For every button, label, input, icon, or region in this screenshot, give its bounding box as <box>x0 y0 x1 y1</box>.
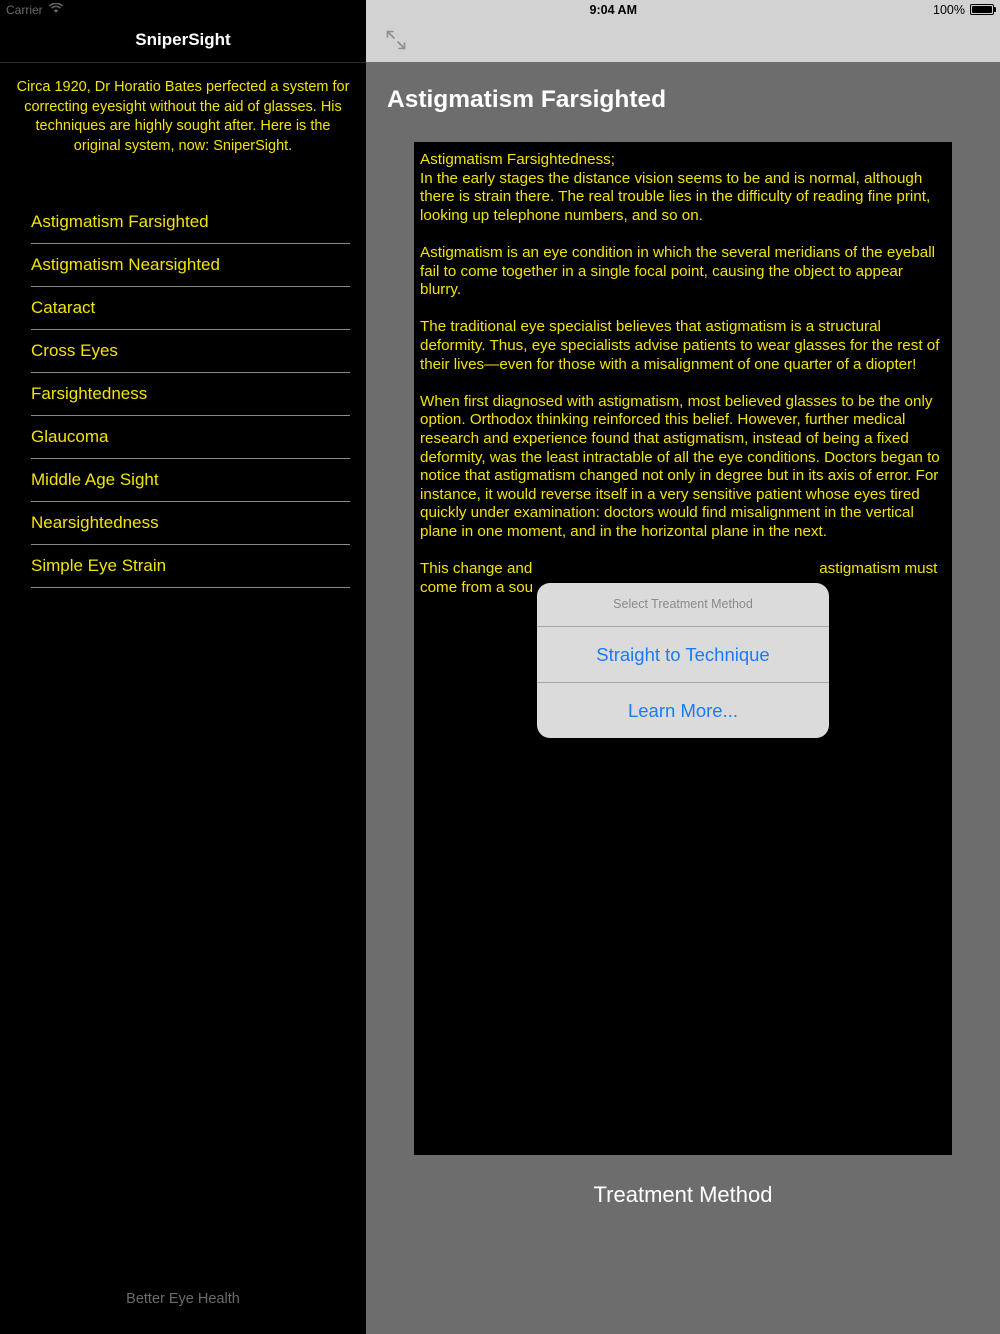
paragraph: Astigmatism Farsightedness; In the early stages the distance vision seems to be and is normal, although there is strain there. The real trouble lies in the difficulty of reading fine print, looking up telephone numbers, and so on. <box>420 151 931 224</box>
condition-list <box>31 201 350 588</box>
carrier-label: Carrier <box>6 3 43 17</box>
sidebar-item-astigmatism-nearsighted[interactable]: Astigmatism Nearsighted <box>31 244 350 287</box>
learn-more-button[interactable]: Learn More... <box>627 700 739 721</box>
battery-percent: 100% <box>933 3 965 17</box>
condition-description <box>420 151 948 616</box>
status-time: 9:04 AM <box>589 3 637 17</box>
treatment-method-label: Treatment Method <box>593 1182 773 1207</box>
sidebar-footer: Better Eye Health <box>126 1291 240 1307</box>
sidebar-item-middle-age-sight[interactable]: Middle Age Sight <box>31 459 350 502</box>
battery-icon <box>970 4 994 15</box>
paragraph: Astigmatism is an eye condition in which the several meridians of the eyeball fail to come together in a single focal point, causing the object to appear blurry. <box>420 243 935 299</box>
header-divider <box>0 62 366 63</box>
paragraph: The traditional eye specialist believes that astigmatism is a structural deformity. Thus, eye specialists advise patients to wear glasses for the rest of their lives—even for those with a misalignment of one quarter of a diopter! <box>420 318 940 373</box>
intro-text: Circa 1920, Dr Horatio Bates perfected a system for correcting eyesight without the aid of glasses. His techniques are highly sought after. Here is the original system, now: SniperSight. <box>16 79 350 154</box>
expand-icon[interactable] <box>385 29 407 51</box>
sidebar <box>0 0 366 1334</box>
treatment-alert <box>537 583 829 738</box>
detail-navigation-bar <box>366 0 1000 62</box>
status-bar-left <box>0 0 366 20</box>
paragraph: When first diagnosed with astigmatism, most believed glasses to be the only option. Orthodox thinking reinforced this belief. However, further medical research and experience found that astigmatism, instead of being a fixed deformity, was the least intractable of all the eye conditions. Doctors began to notice that astigmatism changed not only in degree but in its axis of error. For instance, it would reverse itself in a very sensitive patient whose eyes tired quickly under examination: doctors would find misalignment in the vertical plane in one moment, and in the horizontal plane in the next. <box>420 392 940 540</box>
wifi-icon <box>49 3 63 14</box>
sidebar-item-glaucoma[interactable]: Glaucoma <box>31 416 350 459</box>
sidebar-item-cross-eyes[interactable]: Cross Eyes <box>31 330 350 373</box>
sidebar-item-astigmatism-farsighted[interactable]: Astigmatism Farsighted <box>31 201 350 244</box>
sidebar-item-farsightedness[interactable]: Farsightedness <box>31 373 350 416</box>
straight-to-technique-button[interactable]: Straight to Technique <box>537 627 829 683</box>
app-title: SniperSight <box>135 30 231 49</box>
sidebar-item-nearsightedness[interactable]: Nearsightedness <box>31 502 350 545</box>
alert-title: Select Treatment Method <box>537 583 829 627</box>
sidebar-item-cataract[interactable]: Cataract <box>31 287 350 330</box>
paragraph: This change and astigmatism must come from a sou <box>420 560 942 596</box>
sidebar-item-simple-eye-strain[interactable]: Simple Eye Strain <box>31 545 350 588</box>
detail-title: Astigmatism Farsighted <box>387 86 667 113</box>
